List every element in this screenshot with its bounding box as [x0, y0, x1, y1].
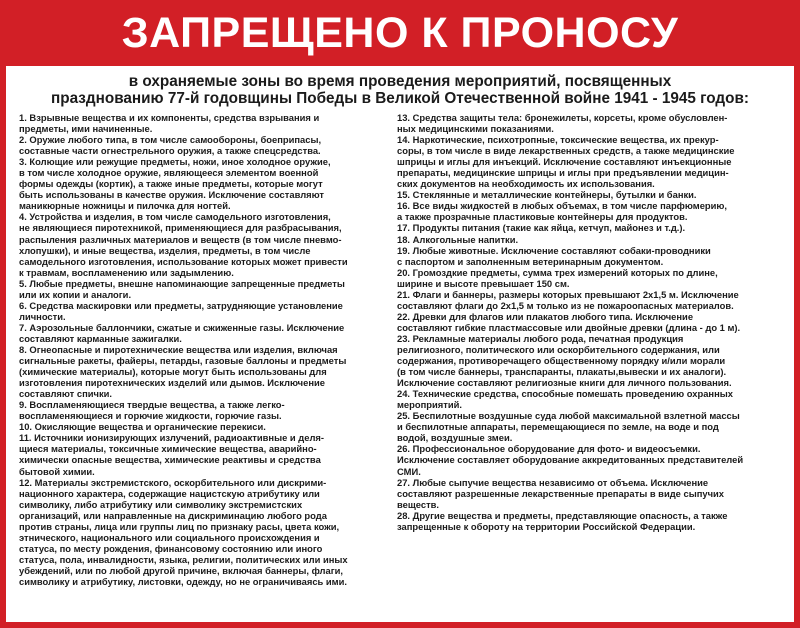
- rule-text-line: 28. Другие вещества и предметы, представляющие опасность, а также: [397, 509, 728, 521]
- rule-text-line: шприцы и иглы для инъекций. Исключение составляют инъекционные: [397, 156, 732, 168]
- rule-text-line: формы одежды (кортик), а также иные предметы, которые могут: [19, 178, 323, 190]
- rule-text-line: 1. Взрывные вещества и их компоненты, средства взрывания и: [19, 112, 320, 123]
- rule-text-line: Исключение составляют религиозные книги для личного пользования.: [397, 377, 732, 389]
- rule-text-line: с паспортом и заполненным ветеринарным документом.: [397, 255, 664, 267]
- rule-text-line: организаций, или направленные на дискриминацию любого рода: [19, 509, 327, 521]
- rule-text-line: 7. Аэрозольные баллончики, сжатые и сжиженные газы. Исключение: [19, 321, 345, 333]
- rule-text-line: 18. Алкогольные напитки.: [397, 233, 519, 245]
- rule-text-line: составляют флаги до 2х1,5 м только из не пожароопасных материалов.: [397, 299, 734, 311]
- rule-text-line: хлопушки), и иные вещества, изделия, предметы, в том числе: [19, 244, 311, 256]
- rule-text-line: СМИ.: [397, 465, 421, 477]
- rule-text-line: составляют карманные зажигалки.: [19, 332, 182, 344]
- subtitle-line-2: празднованию 77-й годовщины Победы в Великой Отечественной войне 1941 - 1945 годов:: [51, 90, 749, 107]
- rule-text-line: 21. Флаги и баннеры, размеры которых превышают 2х1,5 м. Исключение: [397, 288, 739, 300]
- rule-text-line: национного характера, содержащие нацистскую атрибутику или: [19, 487, 320, 499]
- rule-text-line: статуса, по месту рождения, финансовому состоянию или иного: [19, 542, 323, 554]
- rule-text-line: маникюрные ножницы и пилочка для ногтей.: [19, 200, 231, 212]
- rule-text-line: 17. Продукты питания (такие как яйца, кетчуп, майонез и т.д.).: [397, 222, 686, 234]
- rule-text-line: 19. Любые животные. Исключение составляют собаки-проводники: [397, 244, 711, 256]
- rule-text-line: предметы, ими начиненные.: [19, 123, 153, 135]
- rule-text-line: 5. Любые предметы, внешне напоминающие запрещенные предметы: [19, 277, 345, 289]
- rule-text-line: 20. Громоздкие предметы, сумма трех измерений которых по длине,: [397, 266, 718, 278]
- rule-text-line: быть использованы в качестве оружия. Исключение составляют: [19, 189, 325, 201]
- rule-text-line: самодельного изготовления, использование которых может привести: [19, 255, 348, 267]
- rule-text-line: в том числе холодное оружие, являющееся элементом военной: [19, 167, 319, 179]
- rules-left-column: [19, 112, 391, 587]
- rule-text-line: 10. Окисляющие вещества и органические перекиси.: [19, 421, 266, 433]
- rule-text-line: распыления различных материалов и веществ (в том числе пневмо-: [19, 233, 342, 245]
- rule-text-line: соры, в том числе в виде лекарственных средств, а также медицинские: [397, 145, 735, 157]
- rule-text-line: к травмам, воспламенению или задымлению.: [19, 266, 234, 278]
- rule-text-line: и беспилотные аппараты, перемещающиеся по земле, на воде и под: [397, 421, 719, 433]
- rule-text-line: воспламеняющиеся и горючие жидкости, горючие газы.: [19, 410, 282, 422]
- rule-text-line: 3. Колющие или режущие предметы, ножи, иное холодное оружие,: [19, 156, 331, 168]
- rule-text-line: или их копии и аналоги.: [19, 288, 132, 300]
- rule-text-line: веществ.: [397, 498, 440, 510]
- rule-text-line: химически опасные вещества, химические реактивы и средства: [19, 454, 321, 466]
- rule-text-line: 4. Устройства и изделия, в том числе самодельного изготовления,: [19, 211, 331, 223]
- rule-text-line: религиозного, политического или оскорбительного содержания, или: [397, 343, 720, 355]
- rules-right-column: [397, 112, 787, 532]
- rule-text-line: изготовления пиротехнических изделий или дымов. Исключение: [19, 377, 325, 389]
- rule-text-line: ских документов на необходимость их использования.: [397, 178, 655, 190]
- rule-text-line: мероприятий.: [397, 399, 462, 411]
- rule-text-line: против страны, лица или группы лиц по признаку расы, цвета кожи,: [19, 520, 340, 532]
- rule-text-line: 23. Рекламные материалы любого рода, печатная продукция: [397, 332, 684, 344]
- rule-text-line: этнического, национального или социального происхождения и: [19, 531, 320, 543]
- rule-text-line: не являющиеся пиротехникой, применяющиеся для разбрасывания,: [19, 222, 342, 234]
- header-banner: [0, 0, 800, 66]
- rule-text-line: а также прозрачные пластиковые контейнеры для продуктов.: [397, 211, 688, 223]
- rule-text-line: препараты, медицинские шприцы и иглы при предъявлении медицин-: [397, 167, 729, 179]
- rule-text-line: составные части огнестрельного оружия, а также спецсредства.: [19, 145, 321, 157]
- rule-text-line: символику и атрибутику, листовки, одежду, но не ограничиваясь ими.: [19, 575, 347, 587]
- rule-text-line: составляют гибкие пластмассовые или двойные древки (длина - до 1 м).: [397, 321, 741, 333]
- rule-text-line: 16. Все виды жидкостей в любых объемах, в том числе парфюмерию,: [397, 200, 728, 212]
- rule-text-line: 22. Древки для флагов или плакатов любого типа. Исключение: [397, 310, 694, 322]
- page-title: ЗАПРЕЩЕНО К ПРОНОСУ: [121, 8, 679, 57]
- rule-text-line: 11. Источники ионизирующих излучений, радиоактивные и деля-: [19, 432, 324, 444]
- rule-text-line: 25. Беспилотные воздушные суда любой максимальной взлетной массы: [397, 410, 740, 422]
- rule-text-line: 6. Средства маскировки или предметы, затрудняющие установление: [19, 299, 343, 311]
- rule-text-line: 9. Воспламеняющиеся твердые вещества, а также легко-: [19, 399, 285, 411]
- rule-text-line: водой, воздушные змеи.: [397, 432, 513, 444]
- rule-text-line: бытовой химии.: [19, 465, 95, 477]
- rule-text-line: 13. Средства защиты тела: бронежилеты, корсеты, кроме обусловлен-: [397, 112, 728, 123]
- rule-text-line: 8. Огнеопасные и пиротехнические вещества или изделия, включая: [19, 343, 338, 355]
- rule-text-line: личности.: [19, 310, 66, 322]
- rule-text-line: содержания, противоречащего общественному порядку и/или морали: [397, 355, 726, 367]
- rule-text-line: 14. Наркотические, психотропные, токсические вещества, их прекур-: [397, 134, 719, 146]
- rule-text-line: 27. Любые сыпучие вещества независимо от объема. Исключение: [397, 476, 709, 488]
- rule-text-line: составляют разрешенные лекарственные препараты в виде сыпучих: [397, 487, 724, 499]
- rule-text-line: запрещенные к обороту на территории Российской Федерации.: [397, 520, 696, 532]
- rule-text-line: 12. Материалы экстремистского, оскорбительного или дискрими-: [19, 476, 327, 488]
- rule-text-line: 2. Оружие любого типа, в том числе самообороны, боеприпасы,: [19, 134, 322, 146]
- rule-text-line: символику, либо атрибутику или символику экстремистских: [19, 498, 303, 510]
- rule-text-line: (в том числе баннеры, транспаранты, плакаты,вывески и их аналоги).: [397, 366, 727, 378]
- rule-text-line: ных медицинскими показаниями.: [397, 123, 554, 135]
- rule-text-line: 15. Стеклянные и металлические контейнеры, бутылки и банки.: [397, 189, 697, 201]
- rule-text-line: убеждений, или по любой другой причине, включая баннеры, флаги,: [19, 564, 343, 576]
- rule-text-line: статуса, пола, инвалидности, языка, религии, политических или иных: [19, 553, 348, 565]
- rule-text-line: щиеся материалы, токсичные химические вещества, аварийно-: [19, 443, 317, 455]
- rule-text-line: сигнальные ракеты, файеры, петарды, газовые баллоны и предметы: [19, 355, 347, 367]
- rule-text-line: Исключение составляет оборудование аккредитованных представителей: [397, 454, 744, 466]
- rule-text-line: составляют спички.: [19, 388, 113, 400]
- rule-text-line: 24. Технические средства, способные помешать проведению охранных: [397, 388, 733, 400]
- rule-text-line: (химические материалы), которые могут быть использованы для: [19, 366, 327, 378]
- rule-text-line: 26. Профессиональное оборудование для фото- и видеосъемки.: [397, 443, 701, 455]
- subtitle-line-1: в охраняемые зоны во время проведения мероприятий, посвященных: [128, 73, 672, 90]
- rule-text-line: ширине и высоте превышает 150 см.: [397, 277, 570, 289]
